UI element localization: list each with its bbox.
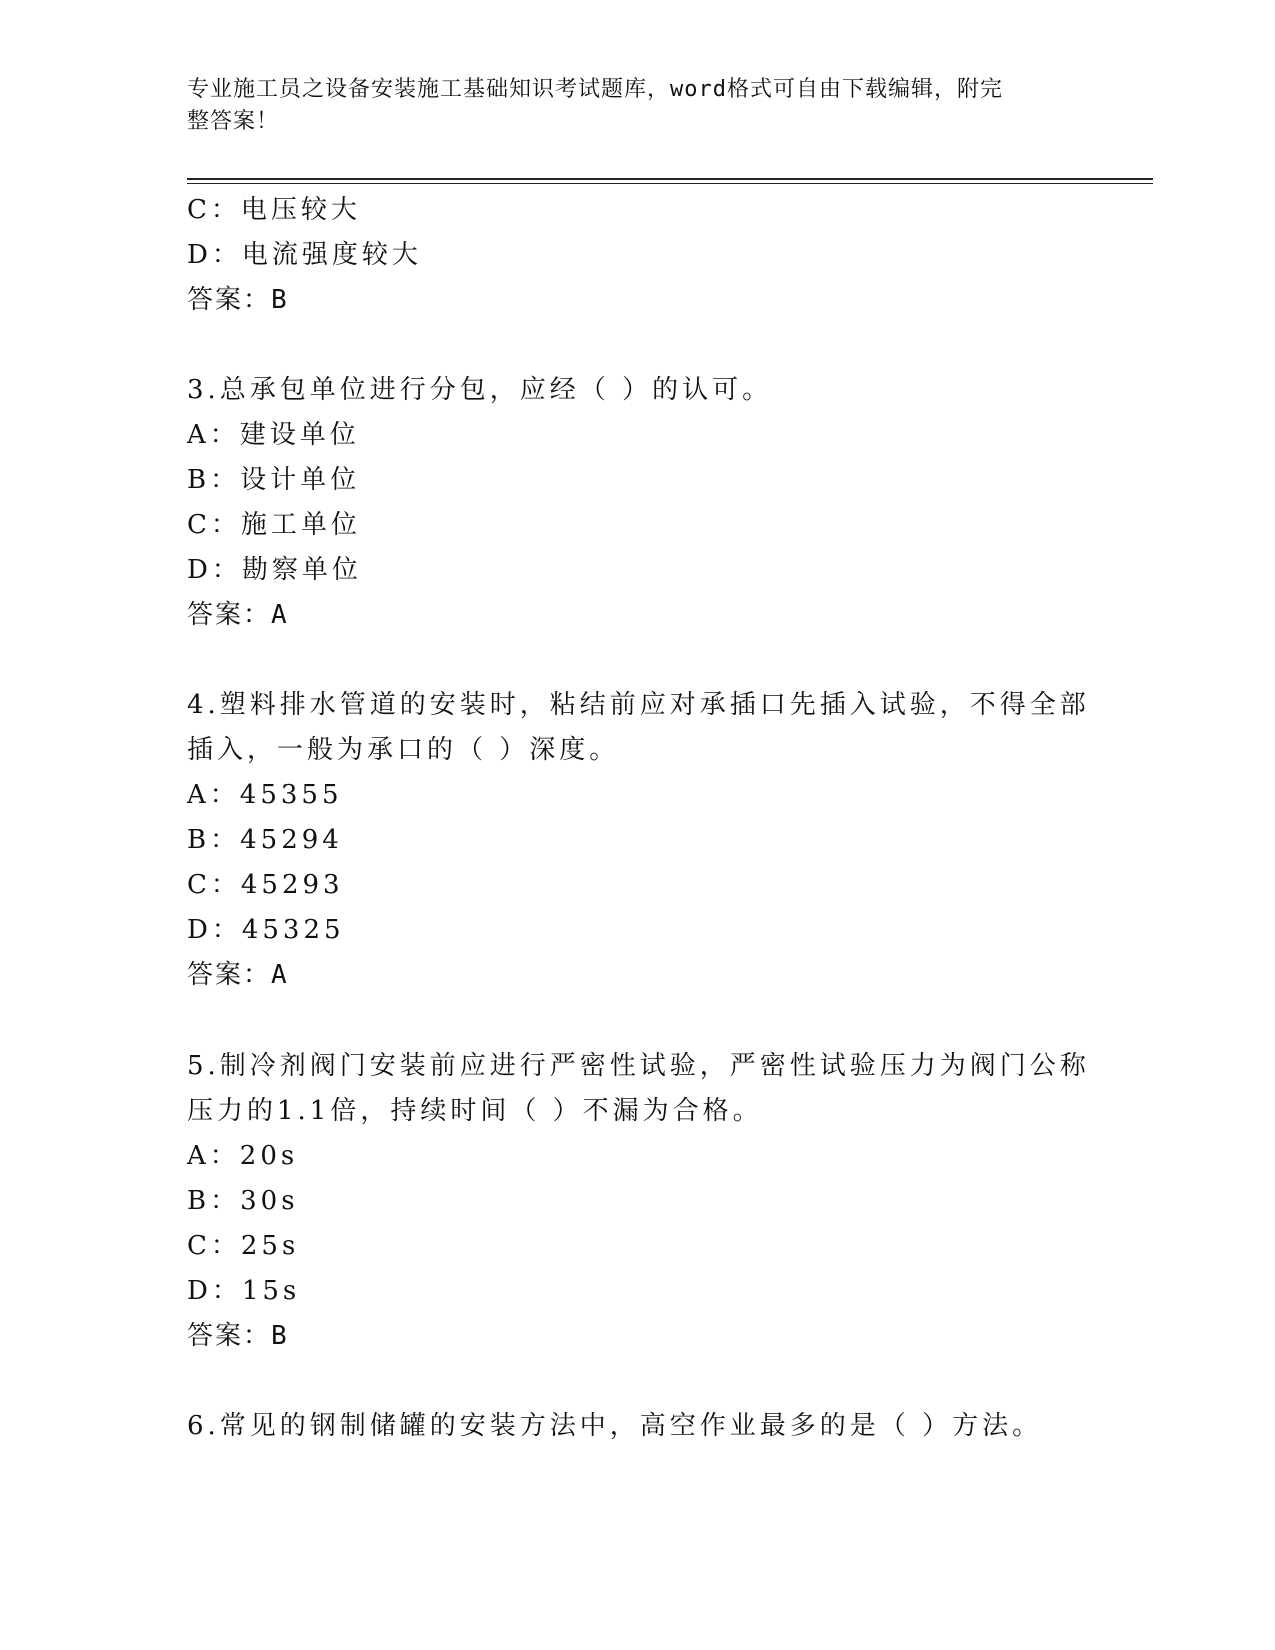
option-b: B：30s [187, 1186, 299, 1216]
answer-label: 答案： [187, 285, 272, 315]
header-line-1: 专业施工员之设备安装施工基础知识考试题库，word格式可自由下载编辑，附完 [187, 77, 1003, 102]
answer-line [187, 592, 289, 638]
option-c: C：25s [187, 1231, 300, 1261]
question-stem-line-2: 压力的1.1倍，持续时间（ ）不漏为合格。 [187, 1096, 763, 1126]
option-d: D：45325 [187, 915, 345, 945]
option-a: A：建设单位 [187, 420, 360, 450]
document-header [187, 74, 1067, 138]
option-c: C：电压较大 [187, 195, 361, 225]
answer-label: 答案： [187, 960, 272, 990]
question-stem-line-1: 5.制冷剂阀门安装前应进行严密性试验，严密性试验压力为阀门公称 [187, 1051, 1090, 1081]
option-b: B：设计单位 [187, 465, 361, 495]
answer-value: A [271, 600, 289, 630]
answer-line [187, 1313, 289, 1359]
answer-value: A [271, 960, 289, 990]
option-c: C：施工单位 [187, 510, 361, 540]
question-stem-line-1: 4.塑料排水管道的安装时，粘结前应对承插口先插入试验，不得全部 [187, 690, 1090, 720]
answer-line [187, 952, 289, 998]
option-c: C：45293 [187, 870, 344, 900]
answer-line [187, 277, 289, 323]
option-d: D：电流强度较大 [187, 240, 422, 270]
answer-value: B [271, 1321, 289, 1351]
option-a: A：20s [187, 1141, 299, 1171]
question-stem-line-2: 插入，一般为承口的（ ）深度。 [187, 735, 620, 765]
option-b: B：45294 [187, 825, 343, 855]
header-divider-thin [187, 183, 1153, 184]
answer-label: 答案： [187, 600, 272, 630]
answer-label: 答案： [187, 1321, 272, 1351]
header-divider [187, 178, 1153, 180]
option-d: D：勘察单位 [187, 555, 362, 585]
question-stem: 6.常见的钢制储罐的安装方法中，高空作业最多的是（ ）方法。 [187, 1411, 1043, 1441]
option-a: A：45355 [187, 780, 343, 810]
header-line-2: 整答案！ [187, 109, 280, 134]
answer-value: B [271, 285, 289, 315]
question-stem: 3.总承包单位进行分包，应经（ ）的认可。 [187, 375, 773, 405]
option-d: D：15s [187, 1276, 301, 1306]
